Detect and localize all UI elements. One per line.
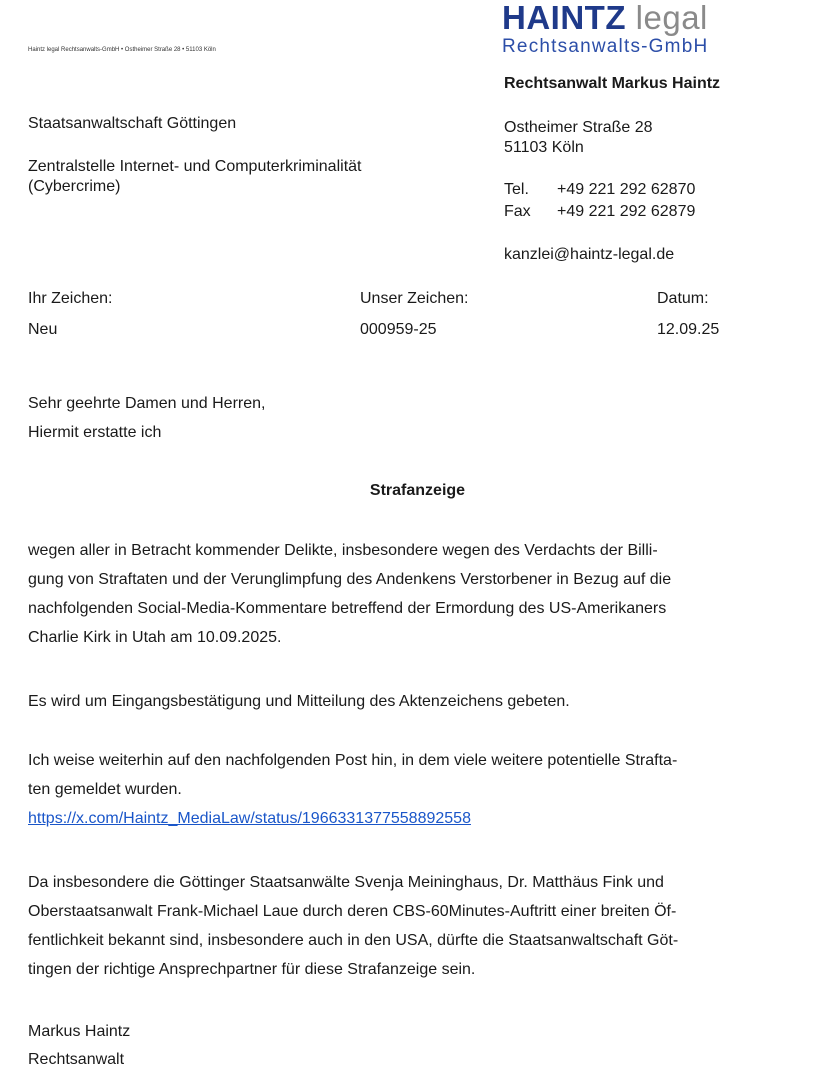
paragraph-line: Oberstaatsanwalt Frank-Michael Laue durch deren CBS-60Minutes-Auftritt einer breiten Öf- [28, 903, 677, 920]
date-value: 12.09.25 [657, 321, 720, 338]
paragraph-post-reference [28, 746, 808, 833]
lawyer-name: Rechtsanwalt Markus Haintz [504, 75, 721, 92]
greeting: Sehr geehrte Damen und Herren, [28, 395, 266, 412]
intro-line: Hiermit erstatte ich [28, 424, 162, 441]
our-ref-label: Unser Zeichen: [360, 290, 469, 307]
recipient-department-sub: (Cybercrime) [28, 178, 121, 195]
paragraph-line: gung von Straftaten und der Verunglimpfung des Andenkens Verstorbener in Bezug auf die [28, 571, 672, 588]
signature-title: Rechtsanwalt [28, 1051, 125, 1068]
post-link[interactable]: https://x.com/Haintz_MediaLaw/status/1966331377558892558 [28, 810, 471, 827]
your-ref-label: Ihr Zeichen: [28, 290, 113, 307]
fax-label: Fax [504, 203, 531, 220]
email-address: kanzlei@haintz-legal.de [504, 246, 675, 263]
paragraph-line: ten gemeldet wurden. [28, 781, 182, 798]
paragraph-line: nachfolgenden Social-Media-Kommentare betreffend der Ermordung des US-Amerikaners [28, 600, 667, 617]
paragraph-request [28, 687, 808, 716]
paragraph-line: Da insbesondere die Göttinger Staatsanwälte Svenja Meininghaus, Dr. Matthäus Fink und [28, 874, 664, 891]
phone-label: Tel. [504, 181, 529, 198]
document-heading: Strafanzeige [369, 482, 466, 499]
logo-subtitle: Rechtsanwalts-GmbH [502, 36, 709, 57]
paragraph-line: Charlie Kirk in Utah am 10.09.2025. [28, 629, 282, 646]
paragraph-line: Es wird um Eingangsbestätigung und Mitteilung des Aktenzeichens gebeten. [28, 693, 570, 710]
recipient-name: Staatsanwaltschaft Göttingen [28, 115, 237, 132]
logo-light: legal [635, 0, 708, 36]
fax-number: +49 221 292 62879 [557, 203, 696, 220]
signature-name: Markus Haintz [28, 1023, 131, 1040]
paragraph-offenses [28, 536, 808, 652]
paragraph-line: Ich weise weiterhin auf den nachfolgenden Post hin, in dem viele weitere potentielle Strafta- [28, 752, 678, 769]
paragraph-line: wegen aller in Betracht kommender Delikte, insbesondere wegen des Verdachts der Billi- [28, 542, 658, 559]
your-ref-value: Neu [28, 321, 58, 338]
address-street: Ostheimer Straße 28 [504, 119, 653, 136]
paragraph-prosecutors [28, 868, 808, 984]
address-city: 51103 Köln [504, 139, 584, 156]
date-label: Datum: [657, 290, 709, 307]
phone-number: +49 221 292 62870 [557, 181, 696, 198]
logo-brand: HAINTZ [502, 0, 626, 36]
logo [502, 0, 708, 36]
sender-line: Haintz legal Rechtsanwalts-GmbH • Ostheimer Straße 28 • 51103 Köln [28, 47, 216, 53]
recipient-department: Zentralstelle Internet- und Computerkriminalität [28, 158, 362, 175]
our-ref-value: 000959-25 [360, 321, 437, 338]
paragraph-line: tingen der richtige Ansprechpartner für diese Strafanzeige sein. [28, 961, 476, 978]
paragraph-line: fentlichkeit bekannt sind, insbesondere auch in den USA, dürfte die Staatsanwaltschaft Göt- [28, 932, 679, 949]
